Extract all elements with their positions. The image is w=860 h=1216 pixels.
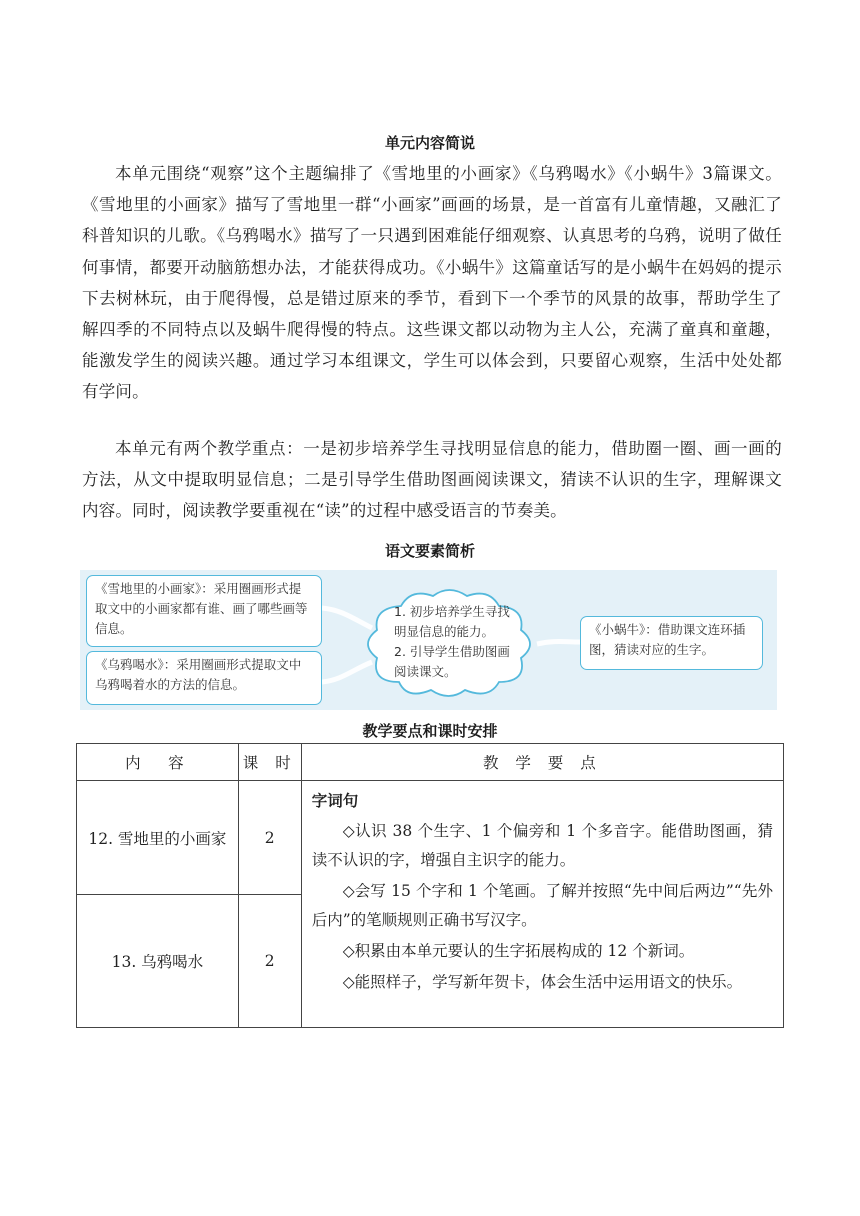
box-little-snail: 《小蜗牛》：借助课文连环插图，猜读对应的生字。 — [580, 616, 763, 670]
lesson-name: 13. 乌鸦喝水 — [77, 895, 239, 1028]
lesson-hours: 2 — [238, 895, 301, 1028]
lesson-hours: 2 — [238, 781, 301, 895]
box-crow-drinks: 《乌鸦喝水》：采用圈画形式提取文中乌鸦喝着水的方法的信息。 — [86, 651, 322, 705]
section-title-unit-intro: 单元内容简说 — [384, 134, 475, 152]
key-point: ◇能照样子，学写新年贺卡，体会生活中运用语文的快乐。 — [342, 973, 743, 991]
cloud-text — [394, 602, 514, 682]
language-elements-diagram — [80, 570, 777, 710]
box-snow-painter: 《雪地里的小画家》：采用圈画形式提取文中的小画家都有谁、画了哪些画等信息。 — [86, 575, 322, 647]
key-point: ◇积累由本单元要认的生字拓展构成的 12 个新词。 — [342, 942, 695, 960]
header-hours: 课 时 — [238, 744, 301, 781]
lesson-name: 12. 雪地里的小画家 — [77, 781, 239, 895]
teaching-plan-table — [76, 743, 784, 1028]
points-title: 字词句 — [311, 792, 359, 810]
cloud-point-2: 2. 引导学生借助图画阅读课文。 — [394, 644, 510, 679]
connector-right — [537, 642, 580, 645]
key-point: ◇会写 15 个字和 1 个笔画。了解并按照“先中间后两边”“先外后内”的笔顺规则正确书写汉字。 — [311, 882, 773, 929]
cloud-point-1: 1. 初步培养学生寻找明显信息的能力。 — [394, 604, 510, 639]
key-point: ◇认识 38 个生字、1 个偏旁和 1 个多音字。能借助图画，猜读不认识的字，增强自主识字的能力。 — [311, 822, 773, 869]
intro-paragraph-1: 本单元围绕“观察”这个主题编排了《雪地里的小画家》《乌鸦喝水》《小蜗牛》3篇课文。《雪地里的小画家》描写了雪地里一群“小画家”画画的场景，是一首富有儿童情趣，又融汇了科普知识的儿歌。《乌鸦喝水》描写了一只遇到困难能仔细观察、认真思考的乌鸦，说明了做任何事情，都要开动脑筋想办法，才能获得成功。《小蜗牛》这篇童话写的是小蜗牛在妈妈的提示下去树林玩，由于爬得慢，总是错过原来的季节，看到下一个季节的风景的故事，帮助学生了解四季的不同特点以及蜗牛爬得慢的特点。这些课文都以动物为主人公，充满了童真和童趣，能激发学生的阅读兴趣。通过学习本组课文，学生可以体会到，只要留心观察，生活中处处都有学问。 — [82, 164, 782, 402]
section-title-language-elements: 语文要素简析 — [384, 542, 475, 560]
intro-paragraph-2: 本单元有两个教学重点：一是初步培养学生寻找明显信息的能力，借助圈一圈、画一画的方法，从文中提取明显信息；二是引导学生借助图画阅读课文，猜读不认识的生字，理解课文内容。同时，阅读教学要重视在“读”的过程中感受语言的节奏美。 — [82, 439, 782, 521]
header-key-points: 教 学 要 点 — [301, 744, 783, 781]
section-title-teaching-plan: 教学要点和课时安排 — [362, 722, 498, 740]
header-content: 内 容 — [77, 744, 239, 781]
key-points-cell — [301, 781, 783, 1028]
table-header-row — [77, 744, 784, 781]
table-row — [77, 781, 784, 895]
